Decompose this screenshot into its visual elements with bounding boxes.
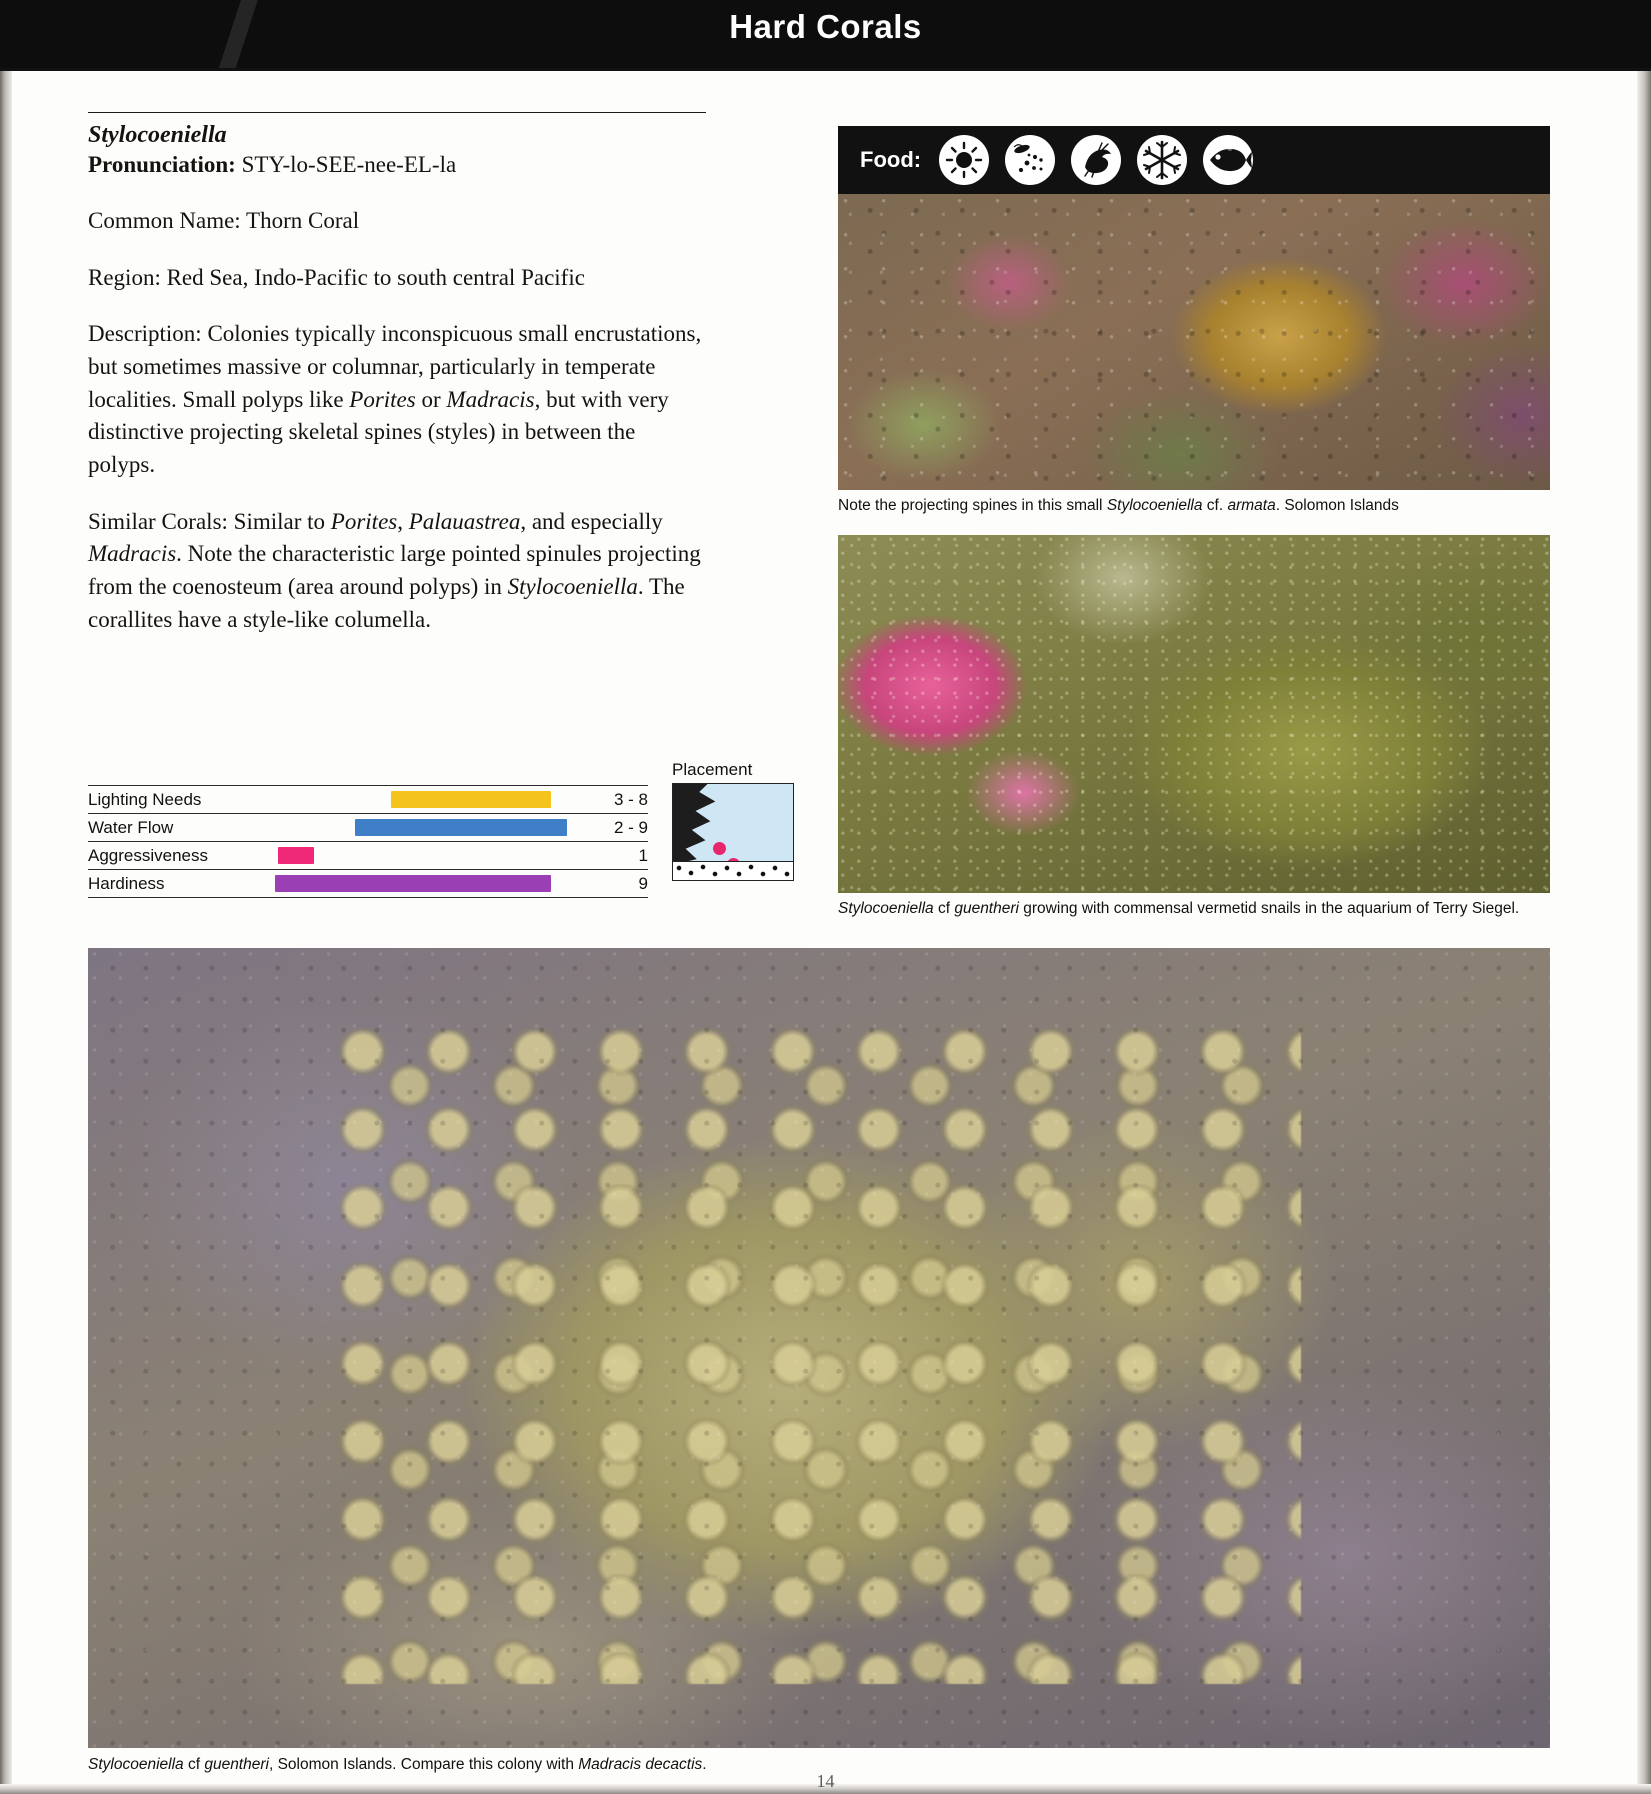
page-number: 14 <box>816 1771 835 1791</box>
placement-diagram <box>672 760 800 881</box>
photo1-texture <box>838 194 1550 490</box>
care-row <box>88 842 648 870</box>
figure-3-caption-part2: , Solomon Islands. Compare this colony with <box>268 1756 579 1773</box>
care-row-bar-fill <box>391 791 552 808</box>
care-row-value: 3 - 8 <box>590 786 648 814</box>
fish-icon <box>1203 135 1253 185</box>
care-row-label: Lighting Needs <box>88 786 269 814</box>
common-name-row <box>88 205 706 238</box>
similar-corals-text: Similar to Porites, Palauastrea, and especially Madracis. Note the characteristic large pointed spinules projecting from the coenosteum (area around polyps) in Stylocoeniella. The corallites have a style-like columella. <box>88 508 701 632</box>
tank-substrate <box>673 861 793 880</box>
stylocoeniella-guentheri-aquarium-photo <box>838 535 1550 893</box>
common-name-label: Common Name: <box>88 208 241 234</box>
description-row <box>88 318 706 481</box>
stylocoeniella-guentheri-colony-photo <box>88 948 1550 1748</box>
figure-3-caption-part1: cf <box>183 1756 205 1773</box>
page-title: Hard Corals <box>729 8 922 45</box>
figure-2-caption-species: guentheri <box>954 900 1019 917</box>
care-row-bar-fill <box>278 847 313 864</box>
placement-marker-upper <box>713 842 726 855</box>
figure-3-caption-part3: . <box>702 1756 707 1773</box>
care-row <box>88 870 648 898</box>
care-row-bar-fill <box>355 819 567 836</box>
page-left-edge-shadow <box>0 0 12 1794</box>
care-requirements-chart <box>88 785 648 898</box>
pronunciation-label: Pronunciation: <box>88 152 236 178</box>
placement-title: Placement <box>672 760 753 779</box>
description-text: Colonies typically inconspicuous small encrustations, but sometimes massive or columnar, particularly in temperate localities. Small polyps like Porites or Madracis, but with very distinctive projecting skeletal spines (styles) in between the polyps. <box>88 321 702 477</box>
description-label: Description: <box>88 321 202 347</box>
food-bar <box>838 126 1550 194</box>
similar-corals-label: Similar Corals: <box>88 508 228 534</box>
care-row-value: 2 - 9 <box>590 814 648 842</box>
care-row-label: Water Flow <box>88 814 269 842</box>
figure-1-caption-genus: Stylocoeniella <box>1106 497 1203 514</box>
photo2-texture <box>838 535 1550 893</box>
figure-1-caption-part1: Note the projecting spines in this small <box>838 497 1107 514</box>
care-row-bar-track <box>269 842 590 870</box>
care-row <box>88 786 648 814</box>
region-value: Red Sea, Indo-Pacific to south central Pacific <box>160 264 585 290</box>
care-row-value: 9 <box>590 870 648 898</box>
shrimp-icon <box>1071 135 1121 185</box>
figure-2-caption-part1: cf <box>933 900 955 917</box>
similar-corals-row <box>88 506 706 637</box>
care-row-value: 1 <box>590 842 648 870</box>
snowflake-icon <box>1137 135 1187 185</box>
pronunciation-value: STY-lo-SEE-nee-EL-la <box>235 152 457 178</box>
care-row-bar-fill <box>275 875 551 892</box>
figure-1-caption-part2: cf. <box>1202 497 1228 514</box>
care-row-label: Aggressiveness <box>88 842 269 870</box>
figure-2-caption-genus: Stylocoeniella <box>838 900 934 917</box>
care-table <box>88 785 648 898</box>
pronunciation-row <box>88 149 706 181</box>
figure-3-caption-genus: Stylocoeniella <box>88 1756 184 1773</box>
figure-2-caption <box>838 900 1550 919</box>
figure-1-caption <box>838 497 1550 516</box>
photo3-grain <box>88 948 1550 1748</box>
figure-1-caption-species: armata <box>1227 497 1276 514</box>
plankton-icon <box>1005 135 1055 185</box>
figure-3-caption-species: guentheri <box>204 1756 269 1773</box>
region-row <box>88 262 706 295</box>
figure-1-caption-part3: . Solomon Islands <box>1275 497 1399 514</box>
food-label: Food: <box>860 147 922 172</box>
section-rule <box>88 112 706 113</box>
page-header-banner <box>0 0 1651 68</box>
banner-underline <box>0 68 1651 71</box>
stylocoeniella-armata-photo <box>838 194 1550 490</box>
care-row-label: Hardiness <box>88 870 269 898</box>
page-right-edge-shadow <box>1637 0 1651 1794</box>
placement-tank-graphic <box>672 783 794 881</box>
sun-icon <box>939 135 989 185</box>
region-label: Region: <box>88 264 161 290</box>
species-text-column <box>88 112 706 636</box>
care-row-bar-track <box>269 786 590 814</box>
figure-3-caption-compare-species: Madracis decactis <box>578 1756 703 1773</box>
care-row-bar-track <box>269 814 590 842</box>
genus-name: Stylocoeniella <box>88 122 227 148</box>
common-name-value: Thorn Coral <box>240 208 360 234</box>
care-row-bar-track <box>269 870 590 898</box>
figure-2-caption-part2: growing with commensal vermetid snails in the aquarium of Terry Siegel. <box>1018 900 1520 917</box>
care-row <box>88 814 648 842</box>
